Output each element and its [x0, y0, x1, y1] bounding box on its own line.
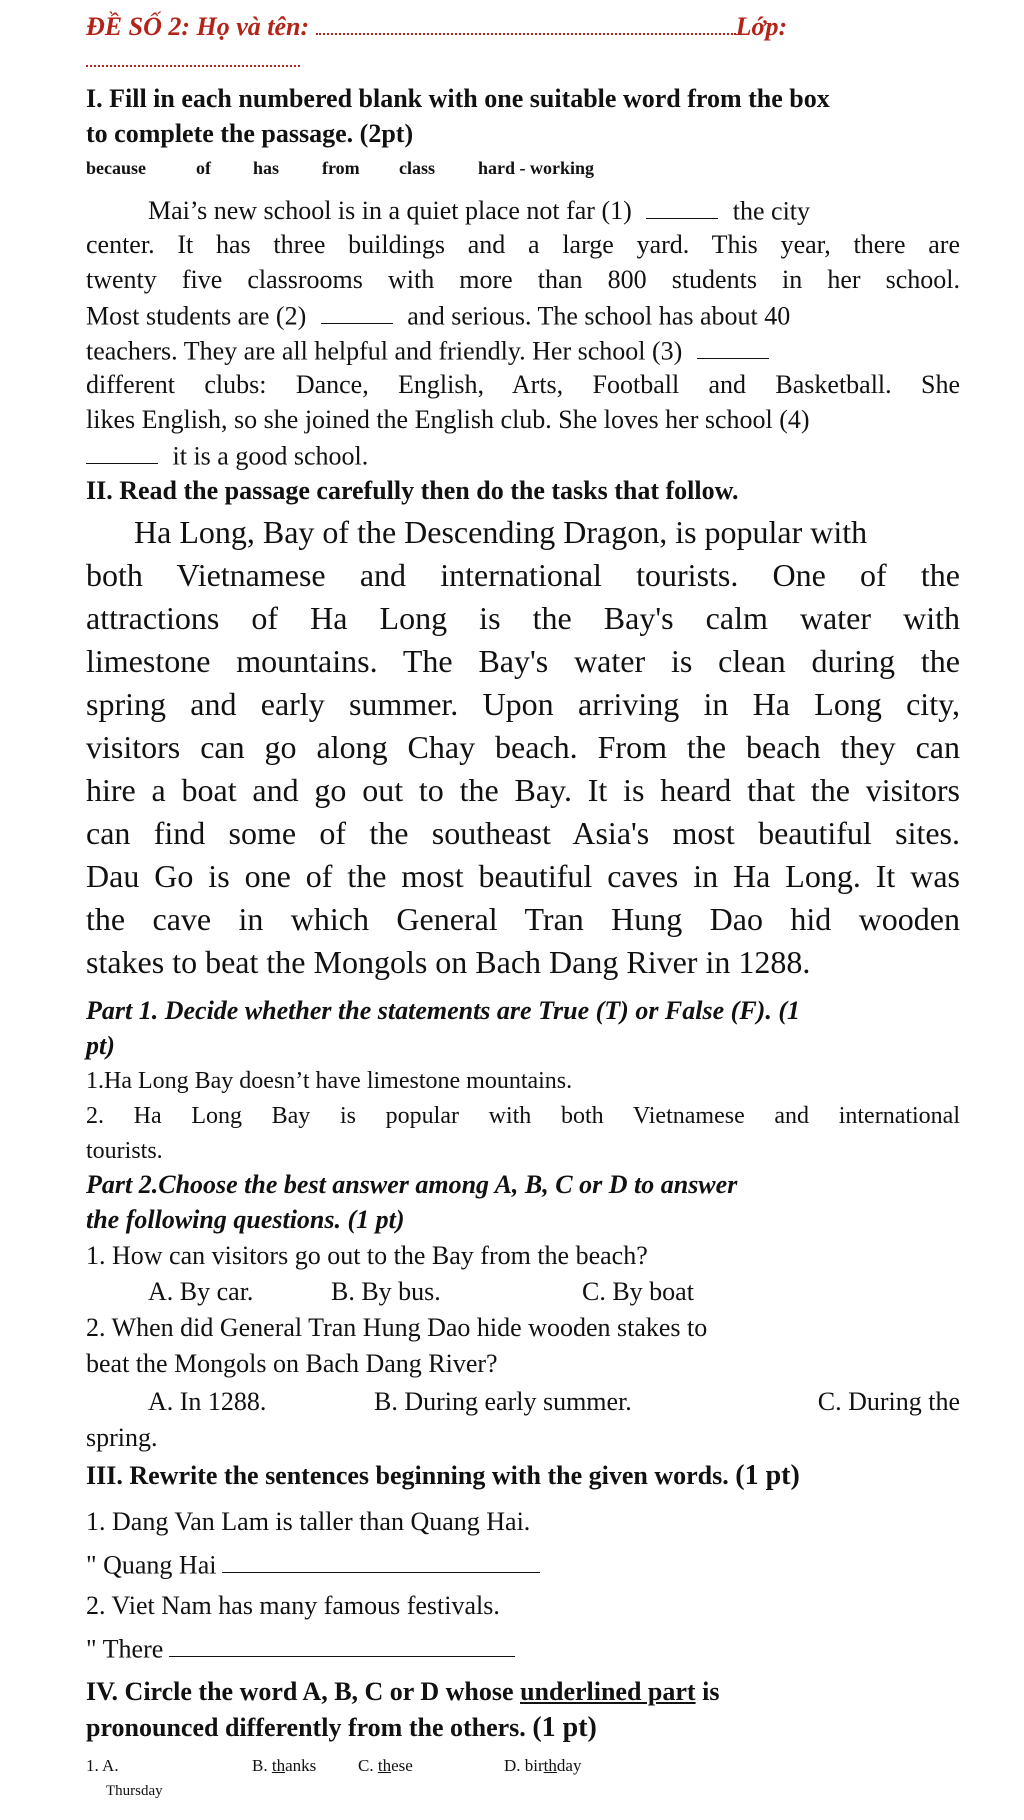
- answer-option[interactable]: B. By bus.: [331, 1277, 441, 1306]
- part1-question-1: 1.Ha Long Bay doesn’t have limestone mountains.: [86, 1068, 573, 1094]
- part1-title-line2: pt): [86, 1031, 115, 1060]
- passage2-line: the cave in which General Tran Hung Dao hid wooden: [86, 901, 960, 937]
- part1-question-2: 2. Ha Long Bay is popular with both Vietnamese and international: [86, 1103, 960, 1129]
- section1-title-line2: to complete the passage. (2pt): [86, 119, 414, 148]
- passage2-line: visitors can go along Chay beach. From the beach they can: [86, 729, 960, 765]
- part2-question-1: 1. How can visitors go out to the Bay from the beach?: [86, 1241, 648, 1270]
- pronunciation-option[interactable]: 1. A.: [86, 1756, 119, 1775]
- part2-q2-options-wrap: spring.: [86, 1423, 158, 1452]
- exam-header: [86, 12, 960, 42]
- passage1-line: Mai’s new school is in a quiet place not far (1) the city: [148, 196, 811, 226]
- pronunciation-option[interactable]: C. these: [358, 1756, 413, 1775]
- passage1-line: it is a good school.: [86, 440, 960, 471]
- part2-q1-options: [86, 1277, 960, 1309]
- class-label: Lớp:: [735, 12, 788, 41]
- word-box-item: because: [86, 158, 146, 178]
- word-box-item: has: [253, 158, 280, 178]
- word-box-item: of: [196, 158, 211, 178]
- section4-title-line1: IV. Circle the word A, B, C or D whose underlined part is: [86, 1677, 720, 1706]
- section3-answer-1: " Quang Hai: [86, 1549, 960, 1580]
- section4-title-line2: pronounced differently from the others. (1 pt): [86, 1712, 597, 1743]
- blank-2[interactable]: [321, 300, 393, 324]
- part1-title-line1: Part 1. Decide whether the statements are True (T) or False (F). (1: [86, 996, 800, 1025]
- option-a-word: Thursday: [106, 1783, 163, 1799]
- passage2-line: spring and early summer. Upon arriving in Ha Long city,: [86, 686, 960, 722]
- pronunciation-option[interactable]: D. birthday: [504, 1756, 582, 1775]
- passage1-line: likes English, so she joined the English club. She loves her school (4): [86, 405, 810, 434]
- section3-question-1: 1. Dang Van Lam is taller than Quang Hai.: [86, 1507, 531, 1536]
- passage1-line: Most students are (2) and serious. The school has about 40: [86, 301, 791, 331]
- section3-title: III. Rewrite the sentences beginning with the given words. (1 pt): [86, 1460, 800, 1491]
- part2-question-2: 2. When did General Tran Hung Dao hide wooden stakes to: [86, 1313, 708, 1342]
- answer-option[interactable]: C. During the: [817, 1387, 960, 1416]
- passage2-line: both Vietnamese and international tourists. One of the: [86, 557, 960, 593]
- passage2-line: attractions of Ha Long is the Bay's calm water with: [86, 600, 960, 636]
- passage1-line: teachers. They are all helpful and friendly. Her school (3): [86, 335, 960, 366]
- passage1-line: twenty five classrooms with more than 800 students in her school.: [86, 265, 960, 294]
- rewrite-blank-1[interactable]: [222, 1549, 540, 1573]
- part2-title-line2: the following questions. (1 pt): [86, 1205, 405, 1234]
- answer-option[interactable]: C. By boat: [582, 1277, 694, 1306]
- passage1-line: different clubs: Dance, English, Arts, Football and Basketball. She: [86, 370, 960, 399]
- answer-option[interactable]: A. In 1288.: [148, 1387, 267, 1416]
- name-dotted-line: [316, 12, 736, 35]
- part2-q2-options: [86, 1387, 960, 1419]
- blank-4[interactable]: [86, 440, 158, 464]
- section3-answer-2: " There: [86, 1633, 960, 1664]
- pronunciation-option[interactable]: B. thanks: [252, 1756, 317, 1775]
- passage2-line: limestone mountains. The Bay's water is clean during the: [86, 643, 960, 679]
- section4-options: [86, 1756, 960, 1780]
- exam-title: ĐỀ SỐ 2: Họ và tên:: [86, 12, 310, 41]
- answer-option[interactable]: A. By car.: [148, 1277, 254, 1306]
- header-continuation: [86, 52, 960, 72]
- class-dotted-line: [86, 52, 300, 67]
- section1-title-line1: I. Fill in each numbered blank with one suitable word from the box: [86, 84, 830, 113]
- word-box-item: class: [399, 158, 435, 178]
- word-box-item: hard - working: [478, 158, 595, 178]
- section3-question-2: 2. Viet Nam has many famous festivals.: [86, 1591, 500, 1620]
- passage2-line: can find some of the southeast Asia's most beautiful sites.: [86, 815, 960, 851]
- part2-title-line1: Part 2.Choose the best answer among A, B, C or D to answer: [86, 1170, 738, 1199]
- passage2-line: Dau Go is one of the most beautiful caves in Ha Long. It was: [86, 858, 960, 894]
- answer-option[interactable]: B. During early summer.: [374, 1387, 632, 1416]
- word-box-item: from: [322, 158, 360, 178]
- passage1-line: center. It has three buildings and a large yard. This year, there are: [86, 230, 960, 259]
- rewrite-blank-2[interactable]: [169, 1633, 515, 1657]
- part1-question-2-wrap: tourists.: [86, 1138, 163, 1164]
- passage2-line: Ha Long, Bay of the Descending Dragon, is popular with: [134, 514, 868, 550]
- passage2-line: stakes to beat the Mongols on Bach Dang River in 1288.: [86, 944, 811, 980]
- blank-3[interactable]: [697, 335, 769, 359]
- section2-title: II. Read the passage carefully then do the tasks that follow.: [86, 476, 739, 505]
- part2-question-2-wrap: beat the Mongols on Bach Dang River?: [86, 1349, 498, 1378]
- blank-1[interactable]: [646, 195, 718, 219]
- passage2-line: hire a boat and go out to the Bay. It is heard that the visitors: [86, 772, 960, 808]
